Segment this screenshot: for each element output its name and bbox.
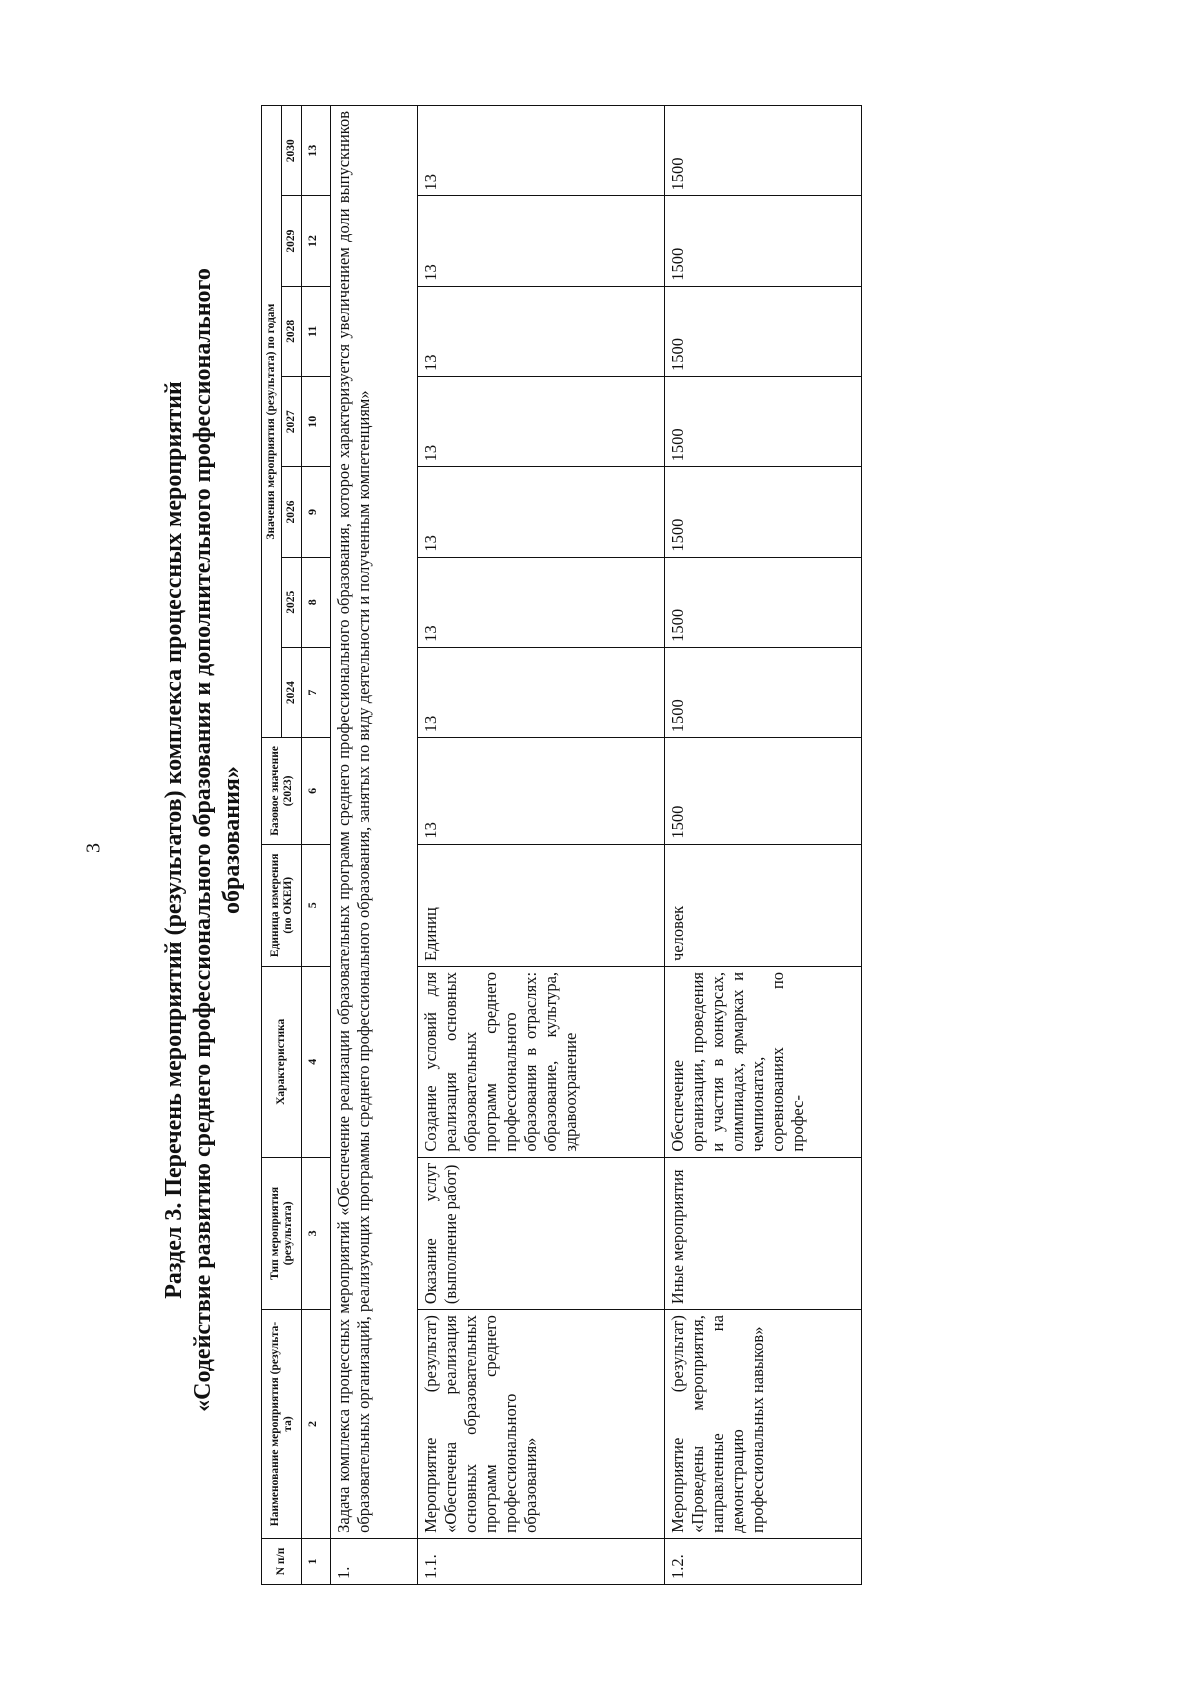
title-line-3: образования» <box>219 766 245 914</box>
column-number: 10 <box>302 377 331 467</box>
header-base: Базовое значение (2023) <box>262 738 302 844</box>
row-year-value: 1500 <box>665 647 862 737</box>
header-num: N п/п <box>262 1538 302 1584</box>
row-unit: Единиц <box>418 844 665 966</box>
row-year-value: 1500 <box>665 106 862 196</box>
table-row <box>418 106 665 1585</box>
header-year: 2030 <box>282 106 302 196</box>
row-year-value: 1500 <box>665 377 862 467</box>
row-year-value: 13 <box>418 377 665 467</box>
row-year-value: 1500 <box>665 467 862 557</box>
column-number: 11 <box>302 286 331 376</box>
header-year: 2028 <box>282 286 302 376</box>
column-number: 2 <box>302 1310 331 1539</box>
row-year-value: 13 <box>418 557 665 647</box>
row-base-value: 1500 <box>665 738 862 844</box>
page-number: 3 <box>82 843 105 853</box>
row-year-value: 13 <box>418 106 665 196</box>
activities-table <box>261 105 862 1585</box>
row-year-value: 13 <box>418 286 665 376</box>
row-year-value: 1500 <box>665 196 862 286</box>
header-year: 2027 <box>282 377 302 467</box>
header-row <box>262 106 282 1585</box>
row-base-value: 13 <box>418 738 665 844</box>
column-number: 4 <box>302 966 331 1157</box>
row-year-value: 1500 <box>665 557 862 647</box>
table-row <box>665 106 862 1585</box>
header-year: 2025 <box>282 557 302 647</box>
rotated-page-content <box>160 80 1000 1600</box>
column-number: 13 <box>302 106 331 196</box>
title-line-2: «Содействие развитию среднего профессионального образования и дополнительного профессионального <box>190 268 216 1412</box>
column-number: 8 <box>302 557 331 647</box>
row-name: Мероприятие (результат) «Обеспечена реализация основных образовательных программ среднего профессионального образования» <box>418 1310 665 1539</box>
header-name: Наименование мероприятия (результа-та) <box>262 1310 302 1539</box>
task-row <box>331 106 418 1585</box>
title-line-1: Раздел 3. Перечень мероприятий (результатов) комплекса процессных мероприятий <box>161 381 187 1299</box>
row-characteristic: Обеспечение организации, проведения и участия в конкурсах, олимпиадах, ярмарках и чемпионатах, соревнованиях по профес- <box>665 966 862 1157</box>
header-type: Тип мероприятия (результата) <box>262 1157 302 1310</box>
header-year: 2026 <box>282 467 302 557</box>
row-year-value: 13 <box>418 647 665 737</box>
row-type: Иные мероприятия <box>665 1157 862 1310</box>
header-year: 2029 <box>282 196 302 286</box>
row-unit: человек <box>665 844 862 966</box>
header-year: 2024 <box>282 647 302 737</box>
section-title <box>160 80 247 1600</box>
column-number: 5 <box>302 844 331 966</box>
column-number: 1 <box>302 1538 331 1584</box>
column-number: 3 <box>302 1157 331 1310</box>
row-number: 1.2. <box>665 1538 862 1584</box>
row-number: 1.1. <box>418 1538 665 1584</box>
row-type: Оказание услуг (выполнение работ) <box>418 1157 665 1310</box>
column-number: 9 <box>302 467 331 557</box>
header-unit: Единица измерения (по ОКЕИ) <box>262 844 302 966</box>
header-characteristic: Характеристика <box>262 966 302 1157</box>
header-values-group: Значения мероприятия (результата) по годам <box>262 106 282 738</box>
row-characteristic: Создание условий для реализация основных образовательных программ среднего профессионального образования в отраслях: образование, культура, здравоохранение <box>418 966 665 1157</box>
column-number: 12 <box>302 196 331 286</box>
task-text: Задача комплекса процессных мероприятий «Обеспечение реализации образовательных программ среднего профессионального образования, которое характеризуется увеличением доли выпускников образовательных организаций, реализующих программы среднего профессионального образования, занятых по виду деятельности и полученным компетенциям» <box>331 106 418 1539</box>
task-number: 1. <box>331 1538 418 1584</box>
row-year-value: 1500 <box>665 286 862 376</box>
row-year-value: 13 <box>418 467 665 557</box>
column-number: 6 <box>302 738 331 844</box>
column-number: 7 <box>302 647 331 737</box>
row-name: Мероприятие (результат) «Проведены мероприятия, направленные на демонстрацию профессиональных навыков» <box>665 1310 862 1539</box>
column-number-row <box>302 106 331 1585</box>
row-year-value: 13 <box>418 196 665 286</box>
